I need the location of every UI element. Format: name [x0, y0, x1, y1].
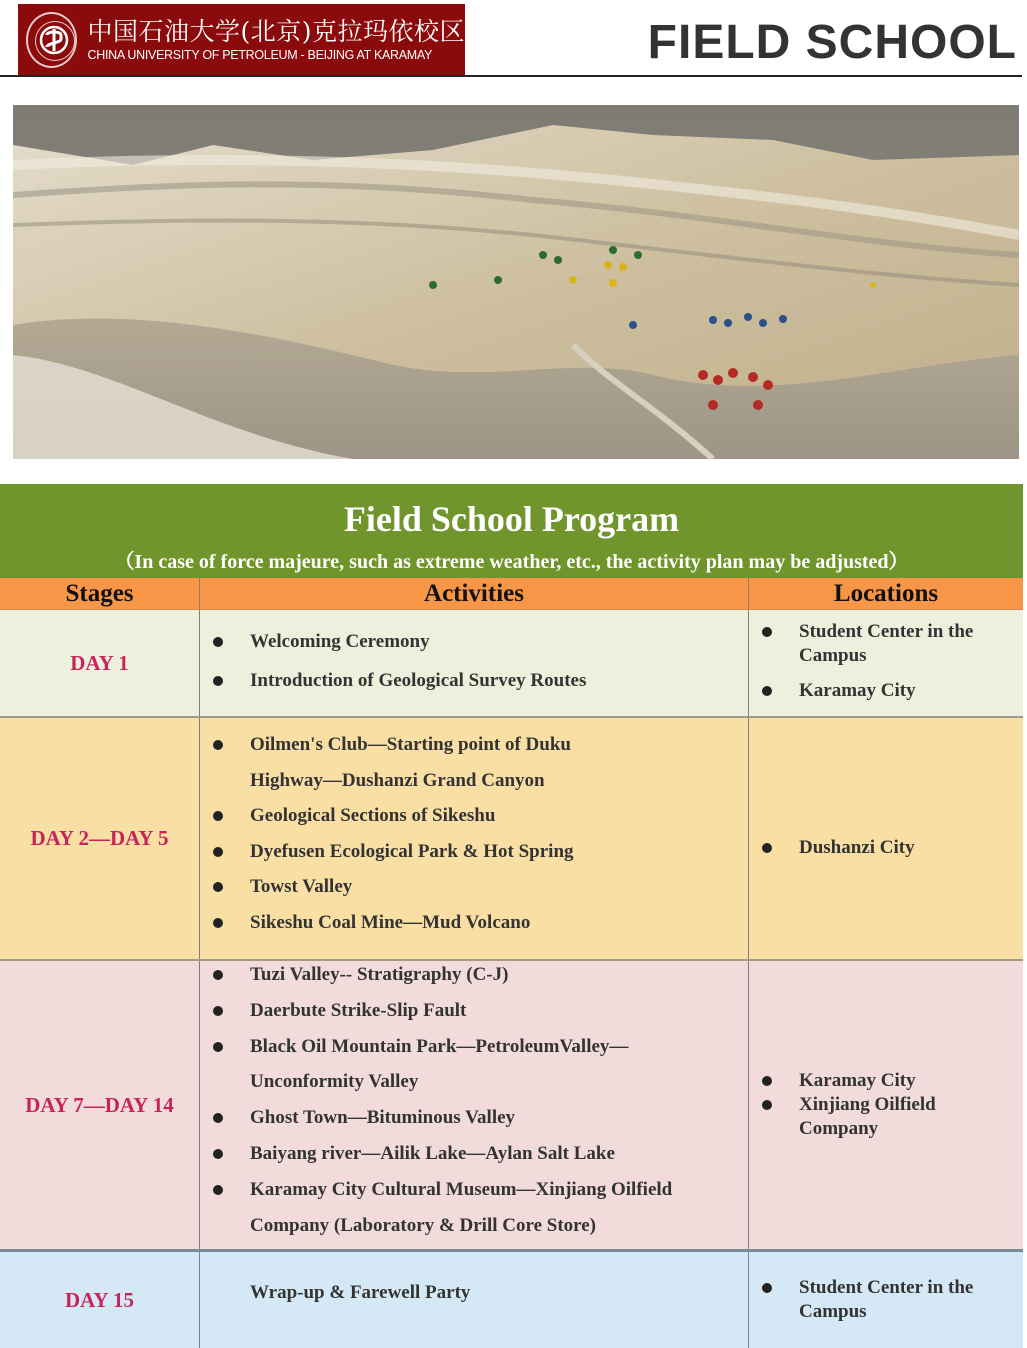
table-row: [0, 1252, 1023, 1348]
bullet-icon: [762, 843, 772, 853]
bullet-icon: [213, 637, 223, 647]
locations-cell: [748, 961, 1023, 1249]
stage-label: DAY 1: [70, 650, 129, 675]
bullet-icon: [213, 811, 223, 821]
bullet-icon: [213, 676, 223, 686]
activities-cell: [199, 718, 748, 959]
activity-item: Dyefusen Ecological Park & Hot Spring: [200, 834, 628, 870]
table-row: [0, 961, 1023, 1252]
page-header: [0, 0, 1027, 80]
column-header-locations: Locations: [748, 578, 1023, 609]
activity-item: Tuzi Valley-- Stratigraphy (C-J): [200, 957, 708, 993]
stage-label: DAY 2—DAY 5: [30, 826, 169, 850]
bullet-icon: [762, 627, 772, 637]
location-item: Karamay City: [749, 679, 1023, 703]
university-seal-icon: [26, 12, 77, 68]
locations-cell: [748, 610, 1023, 716]
activity-item: Daerbute Strike-Slip Fault: [200, 993, 708, 1029]
location-item: Student Center in the Campus: [749, 1276, 1023, 1324]
locations-cell: [748, 718, 1023, 959]
activity-item: Baiyang river—Ailik Lake—Aylan Salt Lake: [200, 1136, 708, 1172]
table-row: [0, 610, 1023, 718]
university-logo-banner: [18, 4, 465, 76]
bullet-icon: [213, 1006, 223, 1016]
bullet-icon: [213, 1042, 223, 1052]
bullet-icon: [213, 882, 223, 892]
bullet-icon: [213, 1113, 223, 1123]
header-divider: [0, 75, 1022, 77]
activity-item: Geological Sections of Sikeshu: [200, 798, 628, 834]
bullet-icon: [213, 970, 223, 980]
bullet-icon: [762, 1100, 772, 1110]
activities-cell: [199, 961, 748, 1249]
bullet-icon: [213, 847, 223, 857]
column-header-activities: Activities: [199, 578, 748, 609]
field-trip-photo: [13, 105, 1019, 459]
activity-item: Karamay City Cultural Museum—Xinjiang Oilfield Company (Laboratory & Drill Core Store): [200, 1172, 708, 1244]
page-title: FIELD SCHOOL: [647, 16, 1017, 69]
activity-item: Towst Valley: [200, 869, 628, 905]
activity-item: Ghost Town—Bituminous Valley: [200, 1100, 708, 1136]
activities-cell: [199, 1252, 748, 1348]
column-headers: [0, 578, 1023, 610]
program-title: Field School Program: [343, 499, 680, 539]
activities-cell: [199, 610, 748, 716]
location-item: Karamay City: [749, 1069, 963, 1093]
activity-item: Oilmen's Club—Starting point of Duku Highway—Dushanzi Grand Canyon: [200, 727, 628, 798]
table-row: [0, 718, 1023, 961]
activity-item: Introduction of Geological Survey Routes: [200, 661, 748, 700]
activity-item: Wrap-up & Farewell Party: [250, 1282, 471, 1303]
bullet-icon: [213, 1185, 223, 1195]
activity-item: Black Oil Mountain Park—PetroleumValley—Unconformity Valley: [200, 1029, 708, 1101]
program-header: [0, 484, 1023, 578]
university-name-chinese: 中国石油大学(北京)克拉玛依校区: [87, 17, 465, 46]
program-note: （In case of force majeure, such as extreme weather, etc., the activity plan may be adjusted）: [114, 551, 909, 573]
column-header-stages: Stages: [65, 580, 134, 607]
bullet-icon: [762, 1283, 772, 1293]
bullet-icon: [213, 1149, 223, 1159]
bullet-icon: [762, 1076, 772, 1086]
bullet-icon: [213, 918, 223, 928]
activity-item: Welcoming Ceremony: [200, 622, 748, 661]
university-name-english: CHINA UNIVERSITY OF PETROLEUM - BEIJING AT KARAMAY: [87, 48, 433, 62]
bullet-icon: [213, 740, 223, 750]
location-item: Xinjiang Oilfield Company: [749, 1093, 963, 1141]
stage-label: DAY 7—DAY 14: [25, 1092, 174, 1117]
activity-item: Sikeshu Coal Mine—Mud Volcano: [200, 905, 628, 941]
program-table: [0, 484, 1023, 1348]
bullet-icon: [762, 686, 772, 696]
location-item: Student Center in the Campus: [749, 620, 1023, 668]
stage-label: DAY 15: [64, 1287, 135, 1312]
location-item: Dushanzi City: [749, 836, 1023, 860]
locations-cell: [748, 1252, 1023, 1348]
